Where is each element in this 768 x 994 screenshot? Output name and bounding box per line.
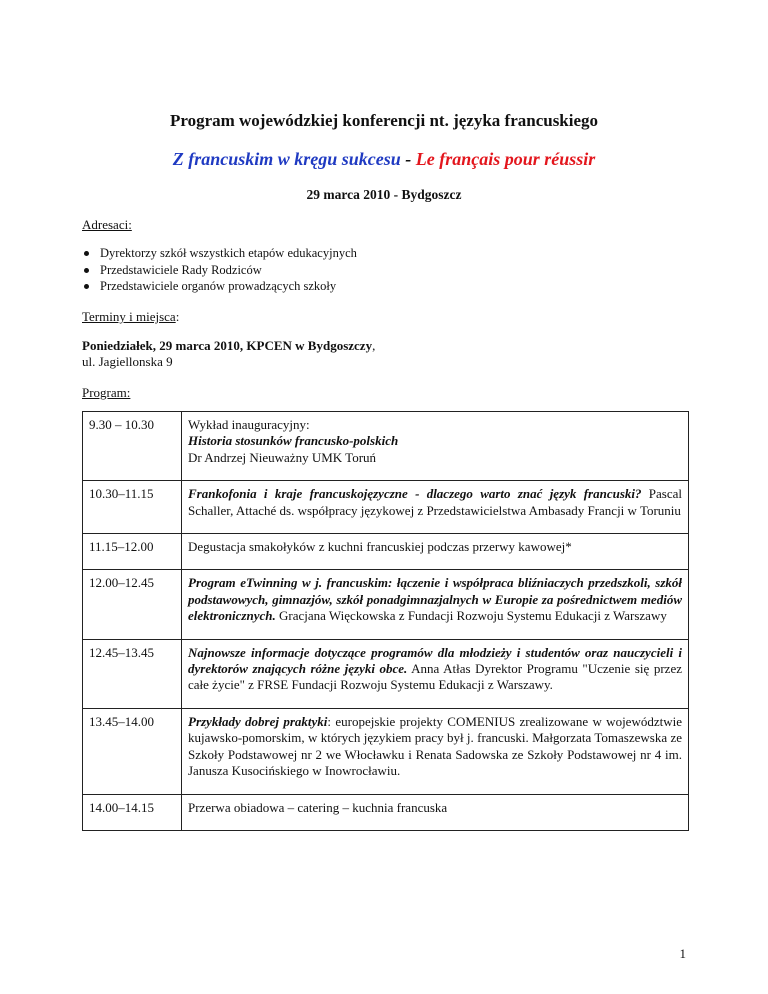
venue-info: Poniedziałek, 29 marca 2010, KPCEN w Bydgoszczy, ul. Jagiellonska 9 (82, 338, 376, 369)
time-cell: 10.30–11.15 (83, 481, 182, 534)
list-item: Przedstawiciele organów prowadzących szkoły (82, 278, 357, 295)
subtitle-french: Le français pour réussir (415, 149, 596, 169)
dates-places-label: Terminy i miejsca (82, 309, 176, 324)
time-cell: 12.45–13.45 (83, 639, 182, 708)
table-row (83, 412, 689, 481)
time-cell: 11.15–12.00 (83, 534, 182, 570)
time-cell: 12.00–12.45 (83, 570, 182, 639)
session-text: Pascal Schaller, Attaché ds. współpracy językowej z Przedstawicielstwa Ambasady Francji w Toruniu (188, 486, 683, 518)
session-topic: Frankofonia i kraje francuskojęzyczne - dlaczego warto znać język francuski? (188, 486, 642, 502)
description-cell (182, 412, 689, 481)
description-cell (182, 639, 689, 708)
table-row (83, 639, 689, 708)
bullet-icon (84, 284, 89, 289)
session-text: Degustacja smakołyków z kuchni francuskiej podczas przerwy kawowej* (188, 539, 572, 555)
session-topic: Przykłady dobrej praktyki (188, 713, 328, 729)
session-topic: Najnowsze informacje dotyczące programów dla młodzieży i studentów oraz nauczycieli i dyrektorów znających różne języki obce. (188, 644, 682, 677)
date-location: 29 marca 2010 - Bydgoszcz (306, 187, 462, 202)
subtitle-separator: - (400, 149, 416, 169)
table-row (83, 708, 689, 794)
session-text: Gracjana Więckowska z Fundacji Rozwoju Systemu Edukacji z Warszawy (275, 608, 667, 624)
table-row (83, 534, 689, 570)
time-cell: 14.00–14.15 (83, 794, 182, 830)
table-row (83, 570, 689, 639)
bullet-icon (84, 268, 89, 273)
description-cell (182, 708, 689, 794)
page-number: 1 (679, 946, 686, 961)
addressees-list (82, 245, 357, 295)
venue-date: Poniedziałek, 29 marca 2010, KPCEN w Bydgoszczy (82, 338, 373, 353)
page-title: Program wojewódzkiej konferencji nt. języka francuskiego (169, 111, 599, 130)
description-cell (182, 570, 689, 639)
session-text: Przerwa obiadowa – catering – kuchnia francuska (188, 799, 448, 815)
session-text: : europejskie projekty COMENIUS zrealizowane w województwie kujawsko-pomorskim, w których językiem pracy był j. francuski. Małgorzata Tomaszewska ze Szkoły Podstawowej nr 2 we Włocławku i Renata Sadowska ze Szkoły Podstawowej nr 4 im. Janusza Kusocińskiego w Inowrocławiu. (188, 713, 682, 779)
session-text: Anna Atłas Dyrektor Programu "Uczenie się przez całe życie" z FRSE Fundacji Rozwoju Systemu Edukacji z Warszawy. (188, 661, 682, 693)
table-row (83, 481, 689, 534)
table-row (83, 794, 689, 830)
list-item: Dyrektorzy szkół wszystkich etapów edukacyjnych (82, 245, 357, 262)
session-text: Wykład inauguracyjny: (188, 417, 310, 432)
dates-places-heading: Terminy i miejsca: (82, 309, 180, 324)
time-cell: 13.45–14.00 (83, 708, 182, 794)
subtitle-polish: Z francuskim w kręgu sukcesu (172, 149, 401, 169)
list-item: Przedstawiciele Rady Rodziców (82, 262, 357, 279)
session-topic: Program eTwinning w j. francuskim: łączenie i współpraca bliźniaczych przedszkoli, szkół podstawowych, gimnazjów, szkół ponadgimnazjalnych w Europie za pośrednictwem mediów elektronicznych. (188, 575, 682, 624)
description-cell (182, 534, 689, 570)
description-cell (182, 481, 689, 534)
session-topic: Historia stosunków francusko-polskich (188, 433, 399, 449)
program-table (82, 411, 689, 831)
bullet-icon (84, 251, 89, 256)
conference-subtitle (0, 149, 768, 170)
time-cell: 9.30 – 10.30 (83, 412, 182, 481)
venue-address: ul. Jagiellonska 9 (82, 354, 173, 369)
addressees-label: Adresaci: (82, 217, 132, 232)
session-text: Dr Andrzej Nieuważny UMK Toruń (188, 449, 377, 465)
description-cell (182, 794, 689, 830)
program-label: Program: (82, 385, 131, 400)
